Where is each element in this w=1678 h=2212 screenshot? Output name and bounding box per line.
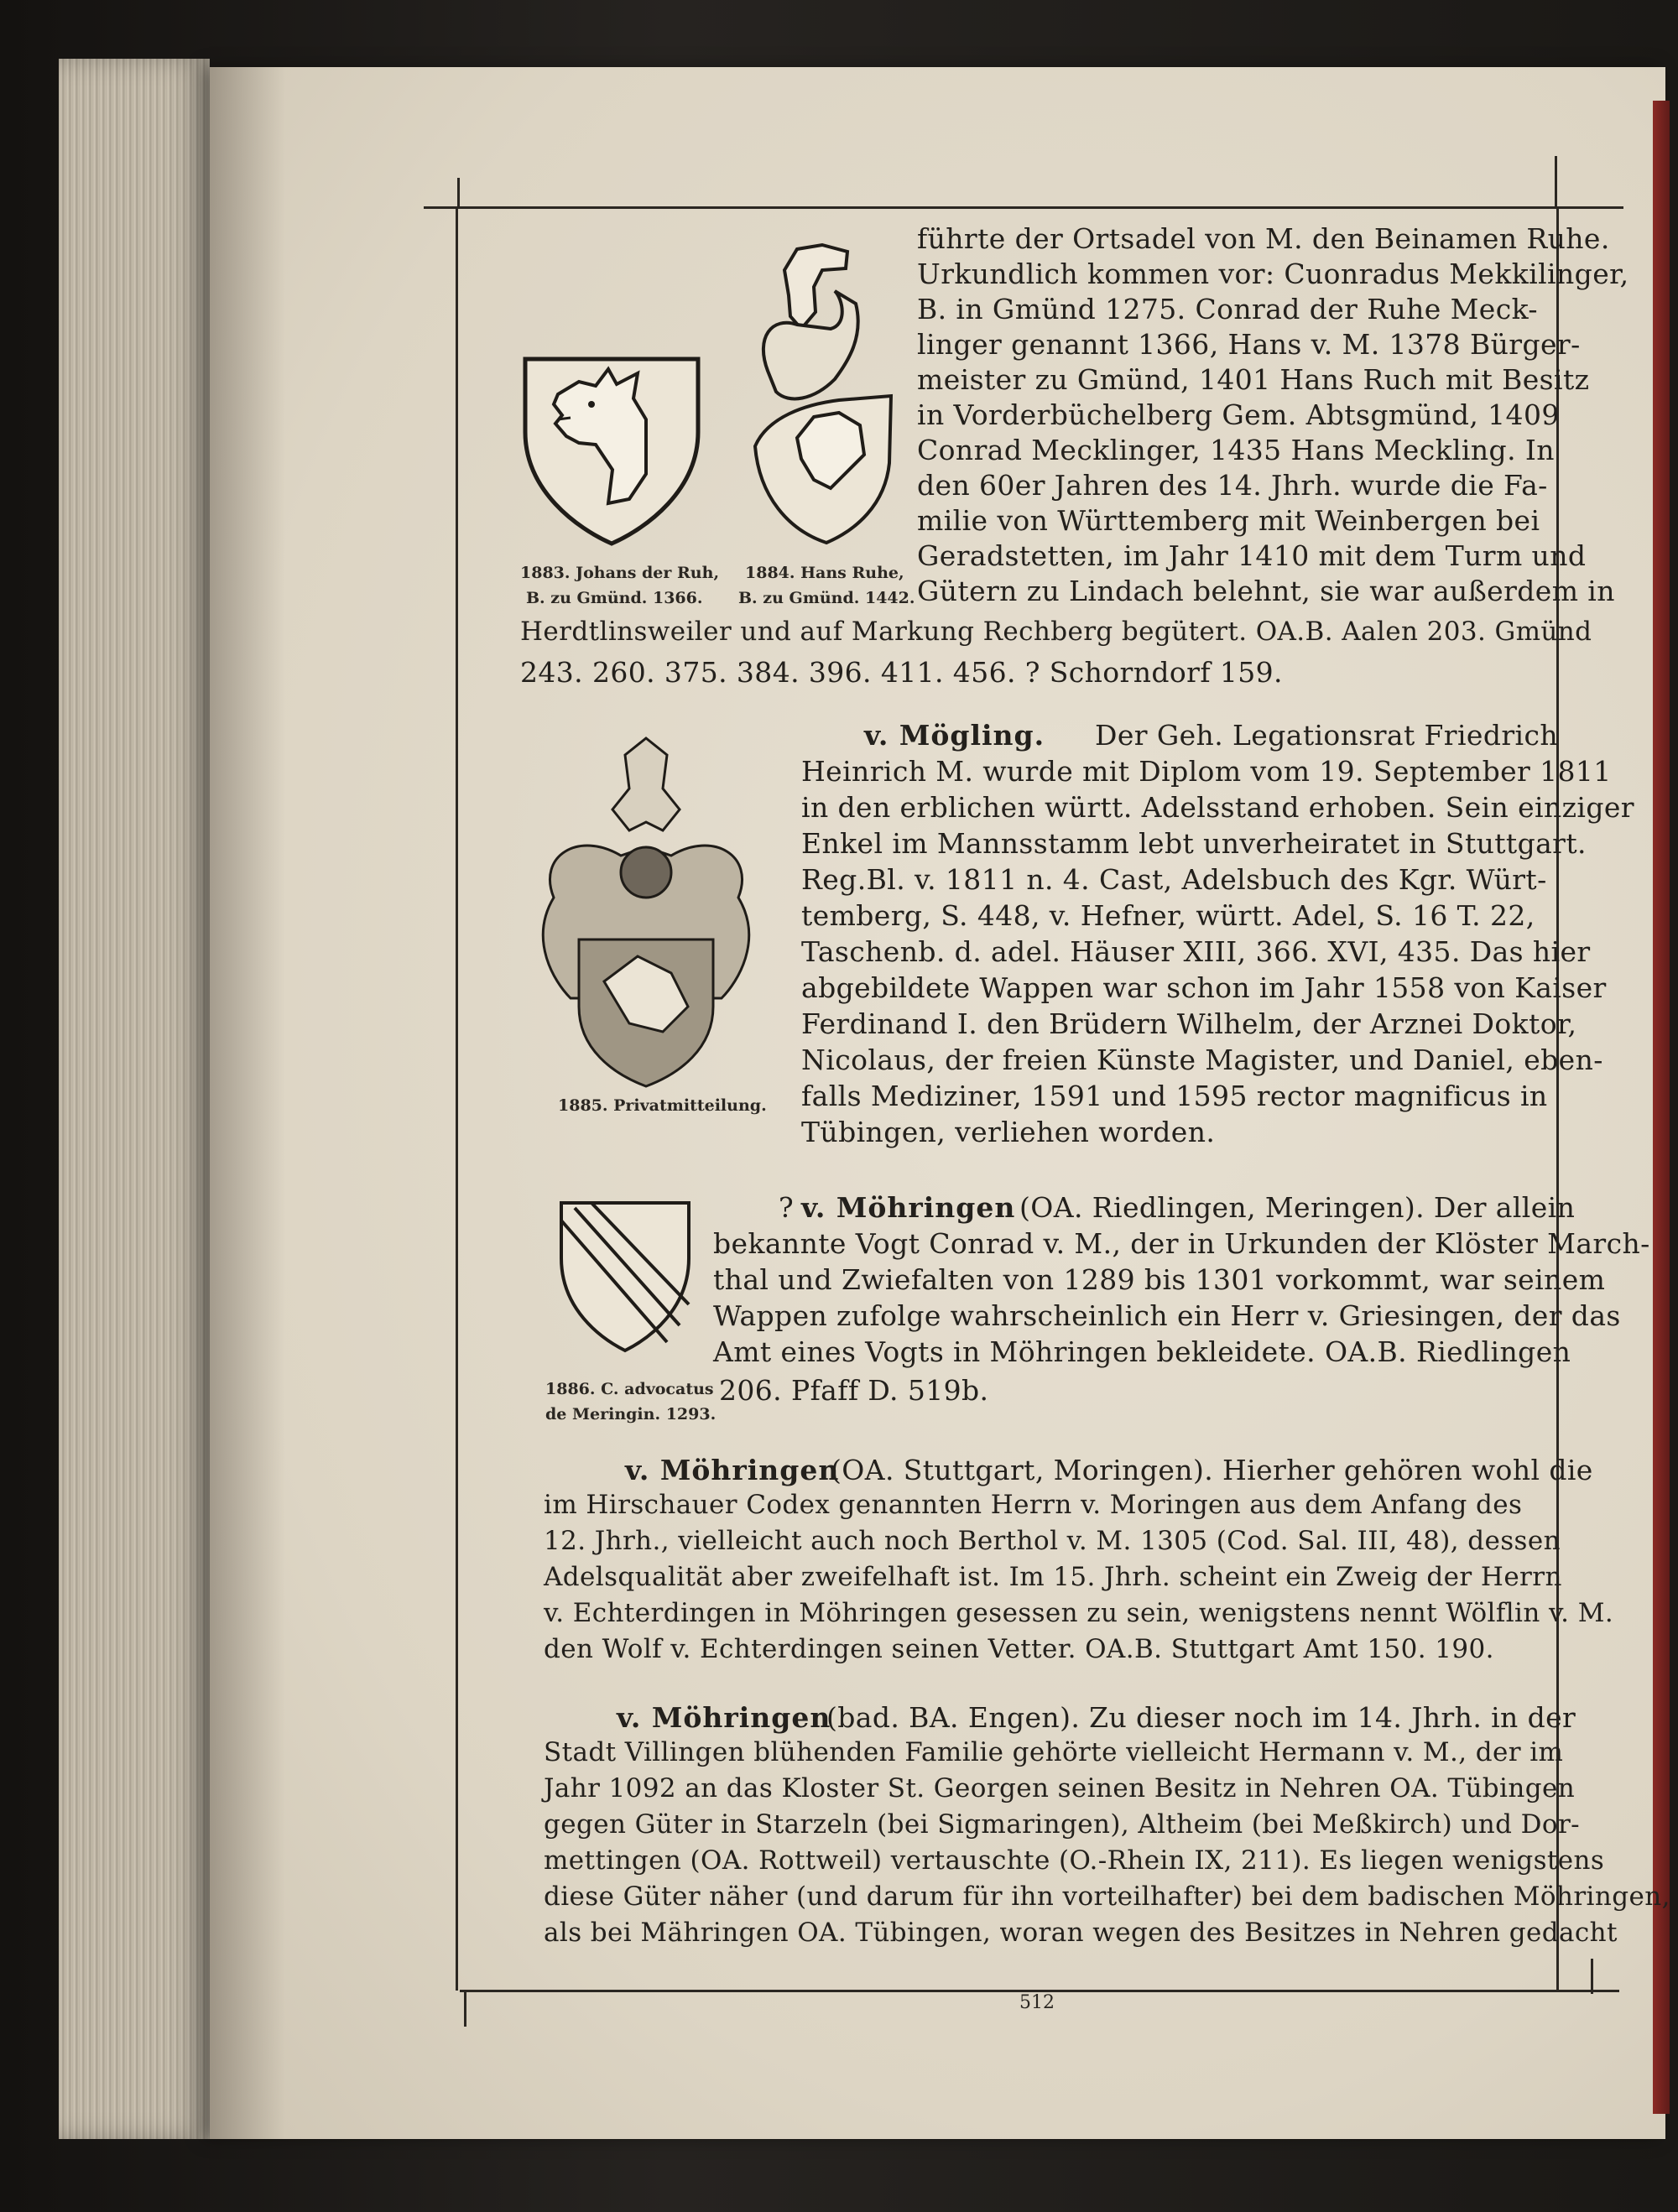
moegling-line-4: Enkel im Mannsstamm lebt unverheiratet in Stuttgart.: [801, 827, 1587, 860]
coat-of-arms-1885: [529, 730, 763, 1090]
moehringen2-line-2: im Hirschauer Codex genannten Herrn v. Moringen aus dem Anfang des: [544, 1490, 1523, 1520]
moegling-line-2: Heinrich M. wurde mit Diplom vom 19. September 1811: [801, 755, 1612, 788]
moehringen1-line-1: (OA. Riedlingen, Meringen). Der allein: [1019, 1191, 1576, 1224]
moegling-line-8: abgebildete Wappen war schon im Jahr 1558 von Kaiser: [801, 971, 1607, 1004]
ruhe-line-2: Urkundlich kommen vor: Cuonradus Mekkilinger,: [917, 258, 1629, 290]
page-number: 512: [1019, 1992, 1055, 2013]
page-edges: [59, 59, 210, 2139]
ruhe-line-5: meister zu Gmünd, 1401 Hans Ruch mit Besitz: [917, 363, 1590, 396]
ruhe-line-8: den 60er Jahren des 14. Jhrh. wurde die Fa-: [917, 469, 1548, 502]
moegling-line-6: temberg, S. 448, v. Hefner, württ. Adel, S. 16 T. 22,: [801, 899, 1535, 932]
moehringen1-line-2: bekannte Vogt Conrad v. M., der in Urkunden der Klöster March-: [713, 1227, 1650, 1260]
ruhe-line-13: 243. 260. 375. 384. 396. 411. 456. ? Schorndorf 159.: [520, 656, 1283, 689]
moegling-heading: v. Mögling.: [864, 719, 1045, 752]
moegling-line-3: in den erblichen württ. Adelsstand erhoben. Sein einziger: [801, 791, 1634, 824]
moehringen1-prefix: ?: [779, 1191, 795, 1224]
moehringen3-line-2: Stadt Villingen blühenden Familie gehörte vielleicht Hermann v. M., der im: [544, 1737, 1564, 1767]
moegling-line-11: falls Mediziner, 1591 und 1595 rector magnificus in: [801, 1080, 1548, 1112]
frame-tick-tr: [1555, 156, 1557, 206]
coat-of-arms-1886: [558, 1200, 692, 1355]
moehringen1-line-3: thal und Zwiefalten von 1289 bis 1301 vorkommt, war seinem: [713, 1263, 1606, 1296]
caption-1886-line2: de Meringin. 1293.: [545, 1405, 717, 1423]
moegling-line-9: Ferdinand I. den Brüdern Wilhelm, der Arznei Doktor,: [801, 1007, 1577, 1040]
moehringen1-line-4: Wappen zufolge wahrscheinlich ein Herr v. Griesingen, der das: [713, 1299, 1621, 1332]
frame-top-rule: [424, 206, 1623, 209]
moehringen1-heading: v. Möhringen: [801, 1191, 1016, 1224]
ruhe-line-1: führte der Ortsadel von M. den Beinamen Ruhe.: [917, 222, 1610, 255]
gutter-shadow: [210, 67, 285, 2139]
moegling-line-5: Reg.Bl. v. 1811 n. 4. Cast, Adelsbuch des Kgr. Würt-: [801, 863, 1547, 896]
moegling-line-10: Nicolaus, der freien Künste Magister, und Daniel, eben-: [801, 1044, 1603, 1076]
caption-1884-line2: B. zu Gmünd. 1442.: [738, 589, 915, 607]
moegling-line-12: Tübingen, verliehen worden.: [801, 1116, 1216, 1148]
moehringen1-line-6: 206. Pfaff D. 519b.: [719, 1374, 989, 1407]
moehringen2-line-1: (OA. Stuttgart, Moringen). Hierher gehören wohl die: [831, 1454, 1593, 1486]
moehringen2-heading: v. Möhringen: [625, 1454, 840, 1486]
ruhe-line-3: B. in Gmünd 1275. Conrad der Ruhe Meck-: [917, 293, 1538, 325]
caption-1886-line1: 1886. C. advocatus: [545, 1380, 714, 1398]
moehringen2-line-4: Adelsqualität aber zweifelhaft ist. Im 15. Jhrh. scheint ein Zweig der Herrn: [544, 1562, 1562, 1592]
ruhe-line-6: in Vorderbüchelberg Gem. Abtsgmünd, 1409: [917, 398, 1560, 431]
moegling-line-7: Taschenb. d. adel. Häuser XIII, 366. XVI, 435. Das hier: [801, 935, 1591, 968]
frame-tick-bl: [464, 1990, 466, 2027]
moehringen2-line-6: den Wolf v. Echterdingen seinen Vetter. OA.B. Stuttgart Amt 150. 190.: [544, 1634, 1494, 1664]
moehringen2-line-3: 12. Jhrh., vielleicht auch noch Berthol v. M. 1305 (Cod. Sal. III, 48), dessen: [544, 1526, 1561, 1556]
frame-left-rule: [456, 206, 458, 1991]
coat-of-arms-1883: [520, 352, 705, 549]
frame-tick-tl: [457, 178, 460, 206]
bookmark-ribbon: [1653, 101, 1670, 2114]
moehringen2-line-5: v. Echterdingen in Möhringen gesessen zu sein, wenigstens nennt Wölflin v. M.: [544, 1598, 1614, 1628]
moehringen3-line-4: gegen Güter in Starzeln (bei Sigmaringen), Altheim (bei Meßkirch) und Dor-: [544, 1809, 1581, 1840]
caption-1885: 1885. Privatmitteilung.: [558, 1096, 767, 1115]
moehringen3-line-3: Jahr 1092 an das Kloster St. Georgen seinen Besitz in Nehren OA. Tübingen: [544, 1773, 1576, 1803]
moehringen3-line-7: als bei Mähringen OA. Tübingen, woran wegen des Besitzes in Nehren gedacht: [544, 1918, 1618, 1948]
ruhe-line-9: milie von Württemberg mit Weinbergen bei: [917, 504, 1540, 537]
ruhe-line-11: Gütern zu Lindach belehnt, sie war außerdem in: [917, 575, 1615, 607]
ruhe-line-10: Geradstetten, im Jahr 1410 mit dem Turm und: [917, 539, 1587, 572]
moegling-line-1: Der Geh. Legationsrat Friedrich: [1095, 719, 1559, 752]
ruhe-line-4: linger genannt 1366, Hans v. M. 1378 Bürger-: [917, 328, 1581, 361]
caption-1883-line1: 1883. Johans der Ruh,: [520, 564, 720, 582]
frame-tick-br: [1591, 1959, 1593, 1994]
caption-1884-line1: 1884. Hans Ruhe,: [745, 564, 904, 582]
coat-of-arms-1884: [738, 237, 902, 547]
moehringen1-line-5: Amt eines Vogts in Möhringen bekleidete. OA.B. Riedlingen: [713, 1335, 1571, 1368]
ruhe-line-7: Conrad Mecklinger, 1435 Hans Meckling. In: [917, 434, 1555, 466]
ruhe-line-12: Herdtlinsweiler und auf Markung Rechberg begütert. OA.B. Aalen 203. Gmünd: [520, 617, 1592, 647]
caption-1883-line2: B. zu Gmünd. 1366.: [526, 589, 703, 607]
moehringen3-heading: v. Möhringen: [617, 1701, 831, 1734]
moehringen3-line-5: mettingen (OA. Rottweil) vertauschte (O.-Rhein IX, 211). Es liegen wenigstens: [544, 1845, 1605, 1876]
moehringen3-line-6: diese Güter näher (und darum für ihn vorteilhafter) bei dem badischen Möhringen,: [544, 1882, 1670, 1912]
moehringen3-line-1: (bad. BA. Engen). Zu dieser noch im 14. Jhrh. in der: [826, 1701, 1576, 1734]
